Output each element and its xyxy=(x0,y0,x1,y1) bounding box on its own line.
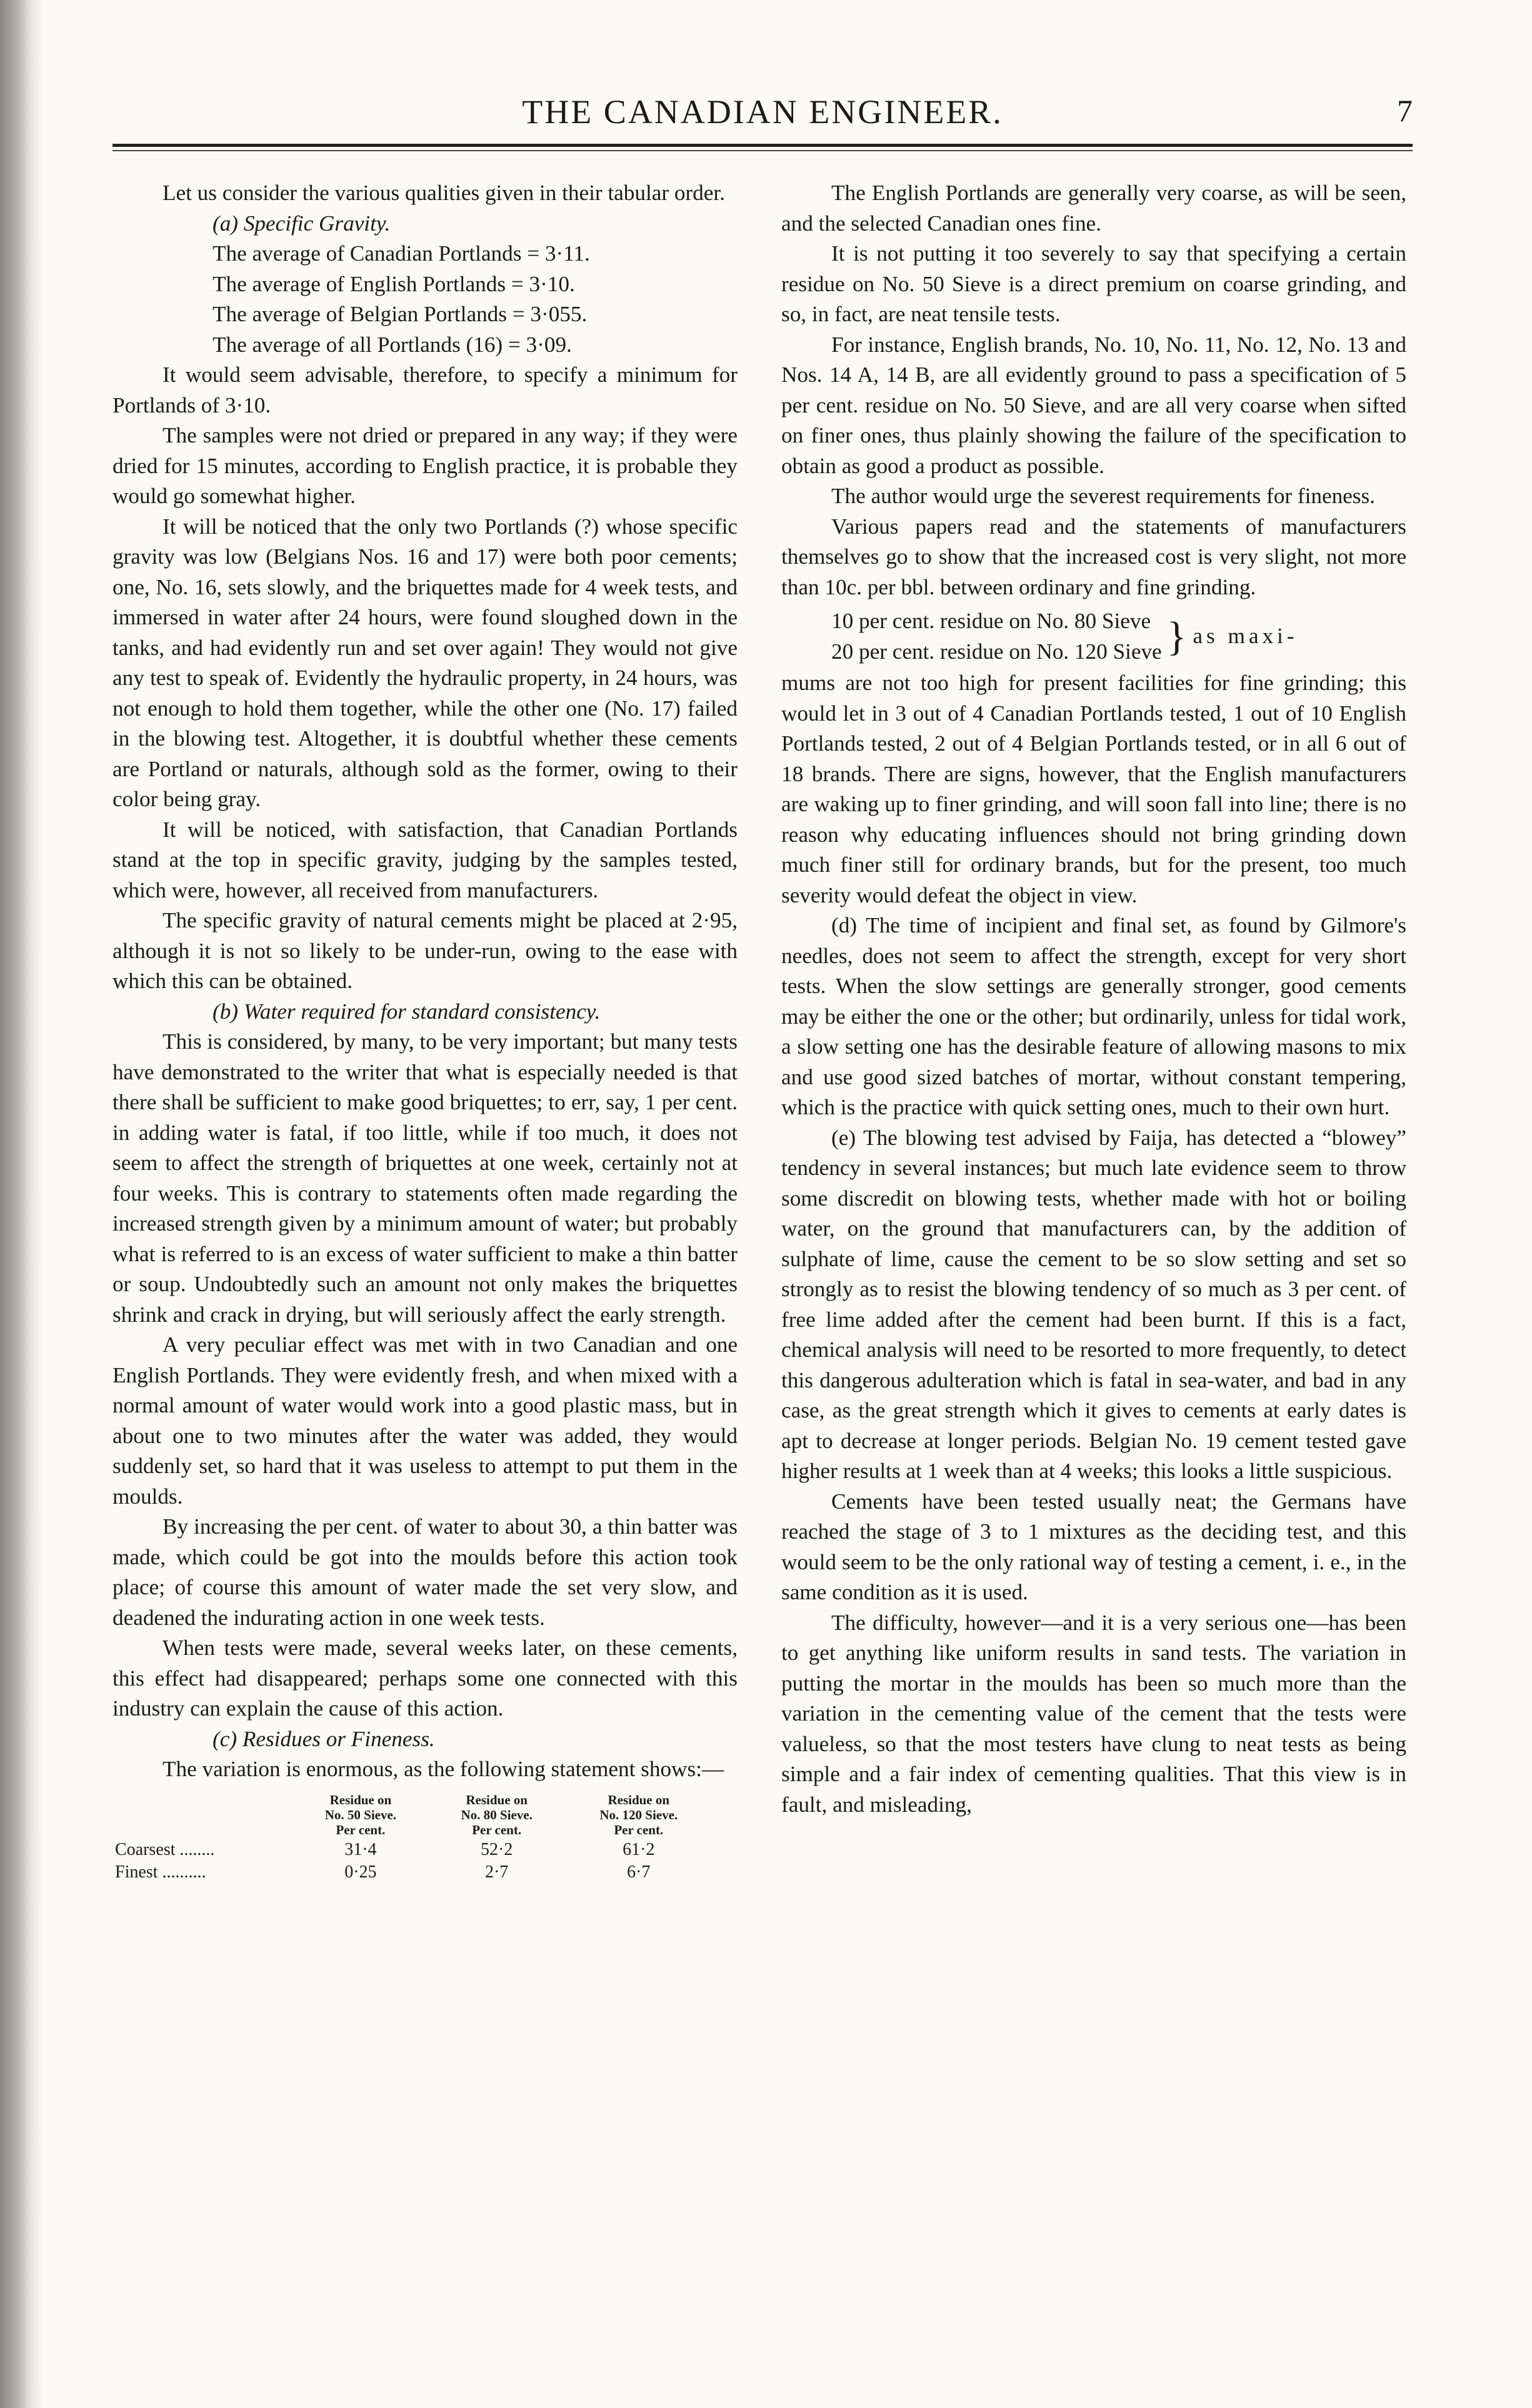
cell-value: 0·25 xyxy=(344,1862,377,1882)
paragraph: The specific gravity of natural cements might be placed at 2·95, although it is not so likely to be under-run, owing to the ease with which this can be obtained. xyxy=(113,908,738,993)
row-label: Coarsest ........ xyxy=(115,1839,215,1859)
brace-tail-text: as maxi- xyxy=(1193,624,1298,649)
paragraph: The author would urge the severest requirements for fineness. xyxy=(831,484,1375,508)
paragraph: (d) The time of incipient and final set, as found by Gilmore's needles, does not seem to affect the strength, except for very short tests. When the slow settings are generally stronger, good cements may be either the one or the other; but ordinarily, unless for tidal work, a slow setting one has the desirable feature of allowing masons to mix and use good sized batches of mortar, without constant tempering, which is the practice with quick setting ones, much to their own hurt. xyxy=(781,913,1406,1119)
sg-all: The average of all Portlands (16) = 3·09. xyxy=(213,332,572,357)
left-column xyxy=(113,178,738,1884)
masthead-title: THE CANADIAN ENGINEER. xyxy=(522,93,1003,131)
paragraph: A very peculiar effect was met with in two Canadian and one English Portlands. They were evidently fresh, and when mixed with a normal amount of water would work into a good plastic mass, but in about one to two minutes after the water was added, they would suddenly set, so hard that it was useless to attempt to put them in the moulds. xyxy=(113,1332,738,1509)
right-column xyxy=(781,178,1406,1820)
paragraph: This is considered, by many, to be very important; but many tests have demonstrated to the writer that what is especially needed is that there shall be sufficient to make good briquettes; to err, say, 1 per cent. in adding water is fatal, if too little, while if too much, it does not seem to affect the strength of briquettes at one week, certainly not at four weeks. This is contrary to statements often made regarding the increased strength given by a minimum amount of water; but probably what is referred to is an excess of water sufficient to make a thin batter or soup. Undoubtedly such an amount not only makes the briquettes shrink and crack in drying, but will seriously affect the early strength. xyxy=(113,1029,738,1327)
paragraph: The variation is enormous, as the following statement shows:— xyxy=(163,1757,724,1781)
header-rule-thin xyxy=(113,150,1413,151)
section-heading-b: (b) Water required for standard consistency. xyxy=(213,999,601,1024)
column-header: Residue on No. 120 Sieve. Per cent. xyxy=(599,1792,678,1837)
column-header: Residue on No. 50 Sieve. Per cent. xyxy=(324,1792,397,1837)
paragraph: It will be noticed, with satisfaction, that Canadian Portlands stand at the top in specific gravity, judging by the samples tested, which were, however, all received from manufacturers. xyxy=(113,817,738,902)
residue-table xyxy=(113,1791,713,1884)
paragraph: It will be noticed that the only two Portlands (?) whose specific gravity was low (Belgians Nos. 16 and 17) were both poor cements; one, No. 16, sets slowly, and the briquettes made for 4 week tests, and immersed in water after 24 hours, were found sloughed down in the tanks, and had evidently run and set over again! They would not give any test to speak of. Evidently the hydraulic property, in 24 hours, was not enough to hold them together, while the other one (No. 17) failed in the blowing test. Altogether, it is doubtful whether these cements are Portland or naturals, although sold as the former, owing to their color being gray. xyxy=(113,514,738,811)
column-header: Residue on No. 80 Sieve. Per cent. xyxy=(461,1792,533,1837)
sg-english: The average of English Portlands = 3·10. xyxy=(213,271,575,296)
paragraph: The difficulty, however—and it is a very serious one—has been to get anything like uniform results in sand tests. The variation in putting the mortar in the moulds has been so much more than the variation in the cementing value of the cement that the tests were valueless, so that the most testers have clung to neat tests as being simple and a fair index of cementing qualities. That this view is in fault, and misleading, xyxy=(781,1610,1406,1817)
cell-value: 2·7 xyxy=(484,1862,509,1882)
cell-value: 61·2 xyxy=(623,1839,655,1859)
paragraph: The English Portlands are generally very coarse, as will be seen, and the selected Canadian ones fine. xyxy=(781,181,1406,236)
curly-brace-glyph: } xyxy=(1166,613,1187,659)
brace-line: 20 per cent. residue on No. 120 Sieve xyxy=(831,639,1162,664)
paragraph: It would seem advisable, therefore, to specify a minimum for Portlands of 3·10. xyxy=(113,362,738,417)
page-header xyxy=(113,92,1413,142)
brace-line: 10 per cent. residue on No. 80 Sieve xyxy=(831,609,1151,633)
paragraph: By increasing the per cent. of water to about 30, a thin batter was made, which could be got into the moulds before this action took place; of course this amount of water made the set very slow, and deadened the indurating action in one week tests. xyxy=(113,1514,738,1630)
paragraph: Let us consider the various qualities given in their tabular order. xyxy=(163,181,725,205)
section-heading-a: (a) Specific Gravity. xyxy=(213,211,391,236)
paragraph: Various papers read and the statements of manufacturers themselves go to show that the increased cost is very slight, not more than 10c. per bbl. between ordinary and fine grinding. xyxy=(781,514,1406,599)
paragraph: mums are not too high for present facilities for fine grinding; this would let in 3 out of 4 Canadian Portlands tested, 1 out of 10 English Portlands tested, 2 out of 4 Belgian Portlands tested, or in all 6 out of 18 brands. There are signs, however, that the English manufacturers are waking up to finer grinding, and will soon fall into line; there is no reason why educating influences should not bring grinding down much finer still for ordinary brands, but for the present, too much severity would defeat the object in view. xyxy=(781,671,1406,907)
paragraph: (e) The blowing test advised by Faija, has detected a “blowey” tendency in several instances; but much late evidence seem to throw some discredit on blowing tests, whether made with hot or boiling water, on the ground that manufacturers can, by the addition of sulphate of lime, cause the cement to be so slow setting and set so strongly as to resist the blowing tendency of so much as 3 per cent. of free lime added after the cement had been burnt. If this is a fact, chemical analysis will need to be resorted to more frequently, to detect this dangerous adulteration which is fatal in sea-water, and bad in any case, as the great strength which it gives to cements at early dates is apt to decrease at longer periods. Belgian No. 19 cement tested gave higher results at 1 week than at 4 weeks; this looks a little suspicious. xyxy=(781,1125,1406,1483)
cell-value: 52·2 xyxy=(480,1839,513,1859)
section-heading-c: (c) Residues or Fineness. xyxy=(213,1726,435,1751)
page-number: 7 xyxy=(1397,93,1413,128)
paragraph: When tests were made, several weeks later, on these cements, this effect had disappeared; perhaps some one connected with this industry can explain the cause of this action. xyxy=(113,1636,738,1721)
cell-value: 6·7 xyxy=(627,1862,651,1882)
table-row xyxy=(113,1839,713,1861)
sg-belgian: The average of Belgian Portlands = 3·055. xyxy=(213,302,588,326)
table-row xyxy=(113,1861,713,1884)
sieve-requirement-brace xyxy=(781,606,1406,667)
header-rule xyxy=(113,144,1413,147)
paragraph: For instance, English brands, No. 10, No. 11, No. 12, No. 13 and Nos. 14 A, 14 B, are all evidently ground to pass a specification of 5 per cent. residue on No. 50 Sieve, and are all very coarse when sifted on finer ones, thus plainly showing the failure of the specification to obtain as good a product as possible. xyxy=(781,332,1406,478)
paragraph: The samples were not dried or prepared in any way; if they were dried for 15 minutes, according to English practice, it is probable they would go somewhat higher. xyxy=(113,423,738,508)
sg-canadian: The average of Canadian Portlands = 3·11. xyxy=(213,241,590,266)
paragraph: Cements have been tested usually neat; the Germans have reached the stage of 3 to 1 mixtures as the deciding test, and this would seem to be the only rational way of testing a cement, i. e., in the same condition as it is used. xyxy=(781,1489,1406,1604)
page-binding-edge xyxy=(0,0,44,2408)
row-label: Finest .......... xyxy=(115,1862,206,1882)
table-header-row xyxy=(113,1791,713,1839)
cell-value: 31·4 xyxy=(344,1839,377,1859)
paragraph: It is not putting it too severely to say that specifying a certain residue on No. 50 Sieve is a direct premium on coarse grinding, and so, in fact, are neat tensile tests. xyxy=(781,241,1406,326)
